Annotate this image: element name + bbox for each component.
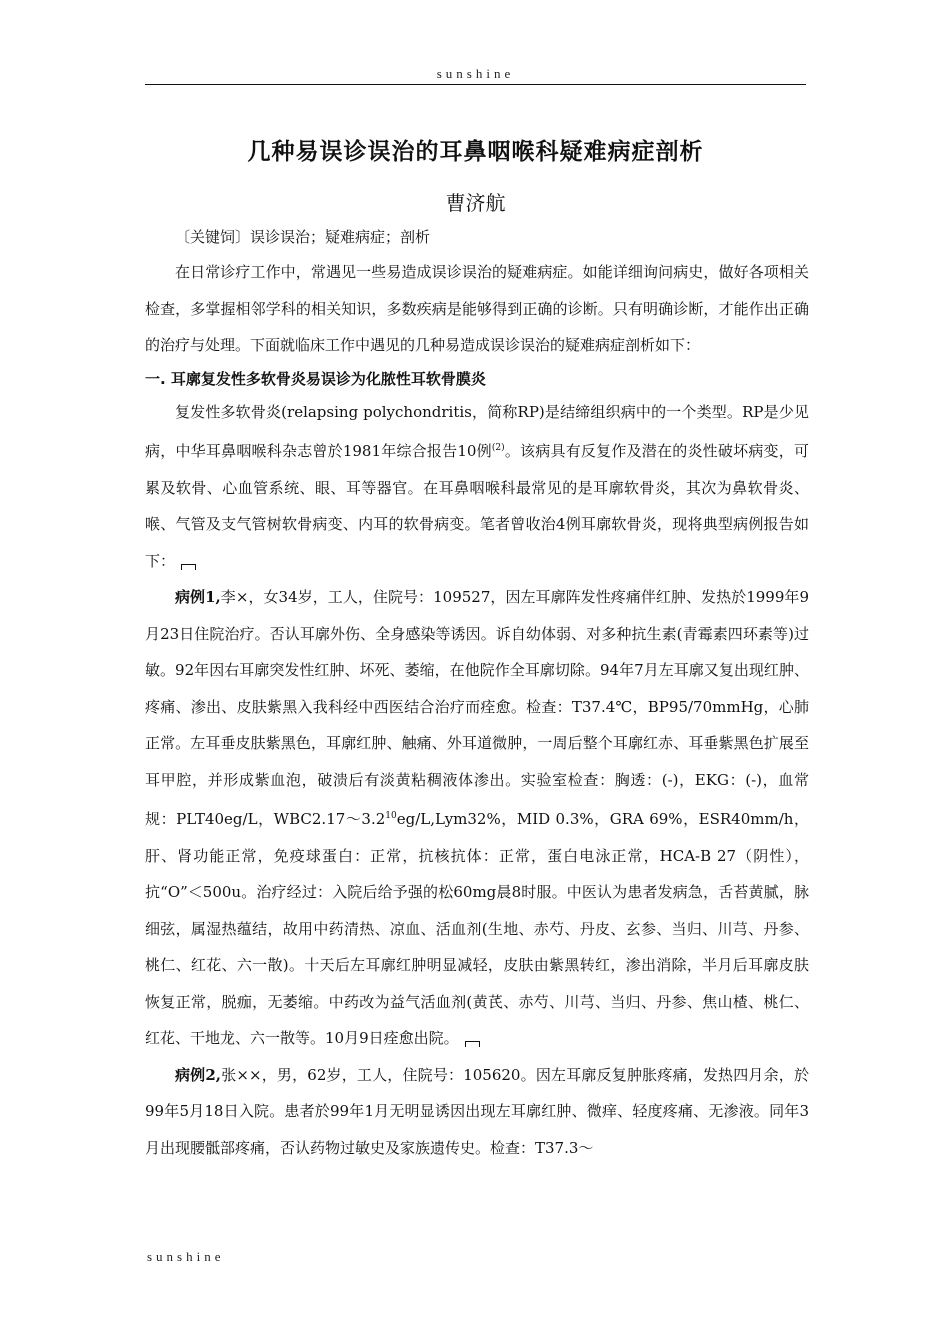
document-body [145,224,809,1166]
page-footer: sunshine [147,1249,225,1264]
document-title: 几种易误诊误治的耳鼻咽喉科疑难病症剖析 [247,139,704,165]
case1-text-a: 李×，女34岁，工人，住院号：109527，因左耳廓阵发性疼痛伴红肿、发热於1999年9月23日住院治疗。否认耳廓外伤、全身感染等诱因。诉自幼体弱、对多种抗生素(青霉素四环素等)过敏。92年因右耳廓突发性红肿、坏死、萎缩，在他院作全耳廓切除。94年7月左耳廓又复出现红肿、疼痛、渗出、皮肤紫黑入我科经中西医结合治疗而痊愈。检查：T37.4℃，BP95/70mmHg，心肺正常。左耳垂皮肤紫黑色，耳廓红肿、触痛、外耳道微肿，一周后整个耳廓红赤、耳垂紫黑色扩展至耳甲腔，并形成紫血泡，破溃后有淡黄粘稠液体渗出。实验室检查：胸透：(-)，EKG：(-)，血常规：PLT40eg/L，WBC2.17～3.2 [145,588,809,828]
section1-text-b: 。该病具有反复作及潜在的炎性破坏病变，可累及软骨、心血管系统、眼、耳等器官。在耳鼻咽喉科最常见的是耳廓软骨炎，其次为鼻软骨炎、喉、气管及支气管树软骨病变、内耳的软骨病变。笔者曾收治4例耳廓软骨炎，现将典型病例报告如下： [145,442,809,570]
case2-label: 病例2, [175,1065,222,1084]
section-heading-1: 一. 耳廓复发性多软骨炎易误诊为化脓性耳软骨膜炎 [145,369,486,388]
case1-text-b: eg/L,Lym32%，MID 0.3%，GRA 69%，ESR40mm/h，肝、肾功能正常，免疫球蛋白：正常，抗核抗体：正常，蛋白电泳正常，HCA-B 27（阴性），抗“O”＜500u。治疗经过：入院后给予强的松60mg晨8时服。中医认为患者发病急，舌苔黄腻，脉细弦，属湿热蕴结，故用中药清热、凉血、活血剂(生地、赤芍、丹皮、玄参、当归、川芎、丹参、桃仁、红花、六一散)。十天后左耳廓红肿明显减轻，皮肤由紫黑转红，渗出消除，半月后耳廓皮肤恢复正常，脱痂，无萎缩。中药改为益气活血剂(黄芪、赤芍、川芎、当归、丹参、焦山楂、桃仁、红花、干地龙、六一散等。10月9日痊愈出院。 [145,810,810,1047]
case1-paragraph [145,579,809,1057]
case1-superscript: 10 [385,811,397,821]
section1-text-a: 复发性多软骨炎(relapsing polychondritis，简称RP)是结缔组织病中的一个类型。RP是少见病，中华耳鼻咽喉科杂志曾於1981年综合报告10例 [145,402,809,460]
paragraph-mark-icon [465,1041,480,1047]
section1-paragraph [145,394,809,580]
author-name: 曹济航 [445,191,506,215]
paragraph-mark-icon [181,564,196,570]
keywords-line: 〔关键饲〕误诊误治；疑难病症；剖析 [175,228,431,246]
case2-paragraph [145,1057,809,1167]
case1-label: 病例1, [175,588,221,606]
page-header: sunshine [436,66,515,81]
header-rule [145,84,806,85]
citation-ref: (2) [491,443,505,453]
case2-text: 张××，男，62岁，工人，住院号：105620。因左耳廓反复肿胀疼痛，发热四月余，於99年5月18日入院。患者於99年1月无明显诱因出现左耳廓红肿、微痒、轻度疼痛、无渗液。同年3月出现腰骶部疼痛，否认药物过敏史及家族遗传史。检查：T37.3～ [145,1065,809,1157]
intro-paragraph: 在日常诊疗工作中，常遇见一些易造成误诊误治的疑难病症。如能详细询问病史，做好各项相关检查，多掌握相邻学科的相关知识，多数疾病是能够得到正确的诊断。只有明确诊断，才能作出正确的治疗与处理。下面就临床工作中遇见的几种易造成误诊误治的疑难病症剖析如下： [145,263,809,354]
